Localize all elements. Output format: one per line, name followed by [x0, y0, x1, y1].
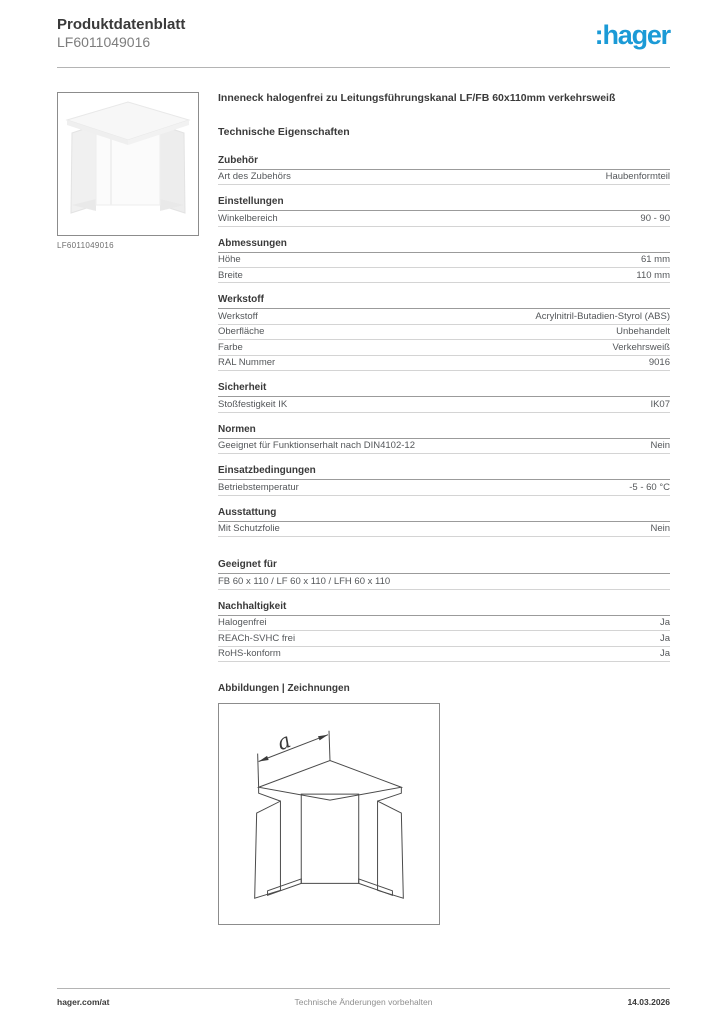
dimension-label-a: a [273, 728, 295, 756]
spec-row-label: Breite [218, 269, 243, 281]
spec-row-value: Unbehandelt [616, 326, 670, 338]
tech-properties-heading: Technische Eigenschaften [218, 125, 350, 138]
footer-disclaimer: Technische Änderungen vorbehalten [294, 997, 433, 1007]
spec-row [218, 574, 670, 589]
corner-piece-drawing [219, 704, 439, 924]
spec-row-label: Art des Zubehörs [218, 171, 291, 183]
spec-row-value: -5 - 60 °C [629, 481, 670, 493]
main-content [218, 92, 670, 925]
spec-row [218, 356, 670, 371]
spec-section-title: Einsatzbedingungen [218, 465, 670, 480]
spec-row [218, 268, 670, 283]
spec-row-value: Nein [650, 440, 670, 452]
spec-section-title: Sicherheit [218, 382, 670, 397]
spec-row-label: Höhe [218, 254, 241, 266]
footer-divider [57, 988, 670, 989]
spec-row-value: 9016 [648, 357, 670, 369]
spec-row [218, 439, 670, 454]
spec-row [218, 325, 670, 340]
drawings-heading: Abbildungen | Zeichnungen [218, 683, 350, 695]
spec-section [218, 465, 670, 495]
spec-section [218, 601, 670, 662]
spec-row-label: RoHS-konform [218, 648, 281, 660]
suitability-sections [218, 559, 670, 662]
spec-row-label: RAL Nummer [218, 357, 276, 369]
spec-section-title: Normen [218, 424, 670, 439]
product-photo [57, 92, 199, 236]
spec-row [218, 616, 670, 631]
spec-section [218, 382, 670, 412]
spec-section-title: Geeignet für [218, 559, 670, 574]
spec-section [218, 238, 670, 284]
spec-row-value: Verkehrsweiß [612, 341, 670, 353]
spec-row-label: Winkelbereich [218, 212, 278, 224]
spec-row-label: FB 60 x 110 / LF 60 x 110 / LFH 60 x 110 [218, 575, 391, 587]
spec-row-value: Nein [650, 523, 670, 535]
footer-website: hager.com/at [57, 997, 110, 1007]
spec-section-title: Nachhaltigkeit [218, 601, 670, 616]
spec-row-value: Ja [659, 632, 670, 644]
spec-section [218, 559, 670, 589]
header-divider [57, 67, 670, 68]
footer [57, 997, 670, 1007]
spec-section [218, 294, 670, 371]
spec-row [218, 340, 670, 355]
spec-row-label: Oberfläche [218, 326, 265, 338]
spec-row-label: REACh-SVHC frei [218, 632, 296, 644]
spec-row [218, 397, 670, 412]
spec-section-title: Abmessungen [218, 238, 670, 253]
spec-row-label: Werkstoff [218, 310, 258, 322]
spec-row-value: 90 - 90 [640, 212, 670, 224]
hager-logo: :hager [594, 20, 670, 50]
spec-row-value: Haubenformteil [605, 171, 670, 183]
spec-row [218, 309, 670, 324]
spec-row-value: Ja [659, 617, 670, 629]
spec-row-label: Halogenfrei [218, 617, 267, 629]
spec-section-title: Werkstoff [218, 294, 670, 309]
header [57, 16, 670, 52]
spec-row [218, 480, 670, 495]
spec-row-label: Farbe [218, 341, 243, 353]
spec-section [218, 507, 670, 537]
spec-row [218, 170, 670, 185]
spec-section-title: Zubehör [218, 155, 670, 170]
spec-row-value: 61 mm [640, 254, 670, 266]
spec-row [218, 522, 670, 537]
spec-row-label: Betriebstemperatur [218, 481, 299, 493]
product-photo-render [58, 93, 198, 235]
spec-section [218, 196, 670, 226]
document-title: Produktdatenblatt [57, 16, 186, 33]
spec-row-label: Mit Schutzfolie [218, 523, 280, 535]
spec-row-label: Geeignet für Funktionserhalt nach DIN4102-12 [218, 440, 415, 452]
spec-row [218, 647, 670, 662]
spec-row [218, 253, 670, 268]
spec-row [218, 211, 670, 226]
spec-row [218, 631, 670, 646]
product-title: Inneneck halogenfrei zu Leitungsführungskanal LF/FB 60x110mm verkehrsweiß [218, 92, 616, 104]
spec-row-value: Acrylnitril-Butadien-Styrol (ABS) [535, 310, 670, 322]
product-id: LF6011049016 [57, 34, 151, 50]
spec-row-value: Ja [659, 648, 670, 660]
spec-section-title: Einstellungen [218, 196, 670, 211]
spec-sections [218, 155, 670, 538]
spec-section-title: Ausstattung [218, 507, 670, 522]
spec-row-value: 110 mm [636, 269, 670, 281]
technical-drawing [218, 703, 440, 925]
footer-date: 14.03.2026 [627, 997, 670, 1007]
product-photo-caption: LF6011049016 [57, 241, 114, 250]
spec-section [218, 155, 670, 185]
spec-row-label: Stoßfestigkeit IK [218, 398, 288, 410]
spec-section [218, 424, 670, 454]
spec-row-value: IK07 [650, 398, 670, 410]
